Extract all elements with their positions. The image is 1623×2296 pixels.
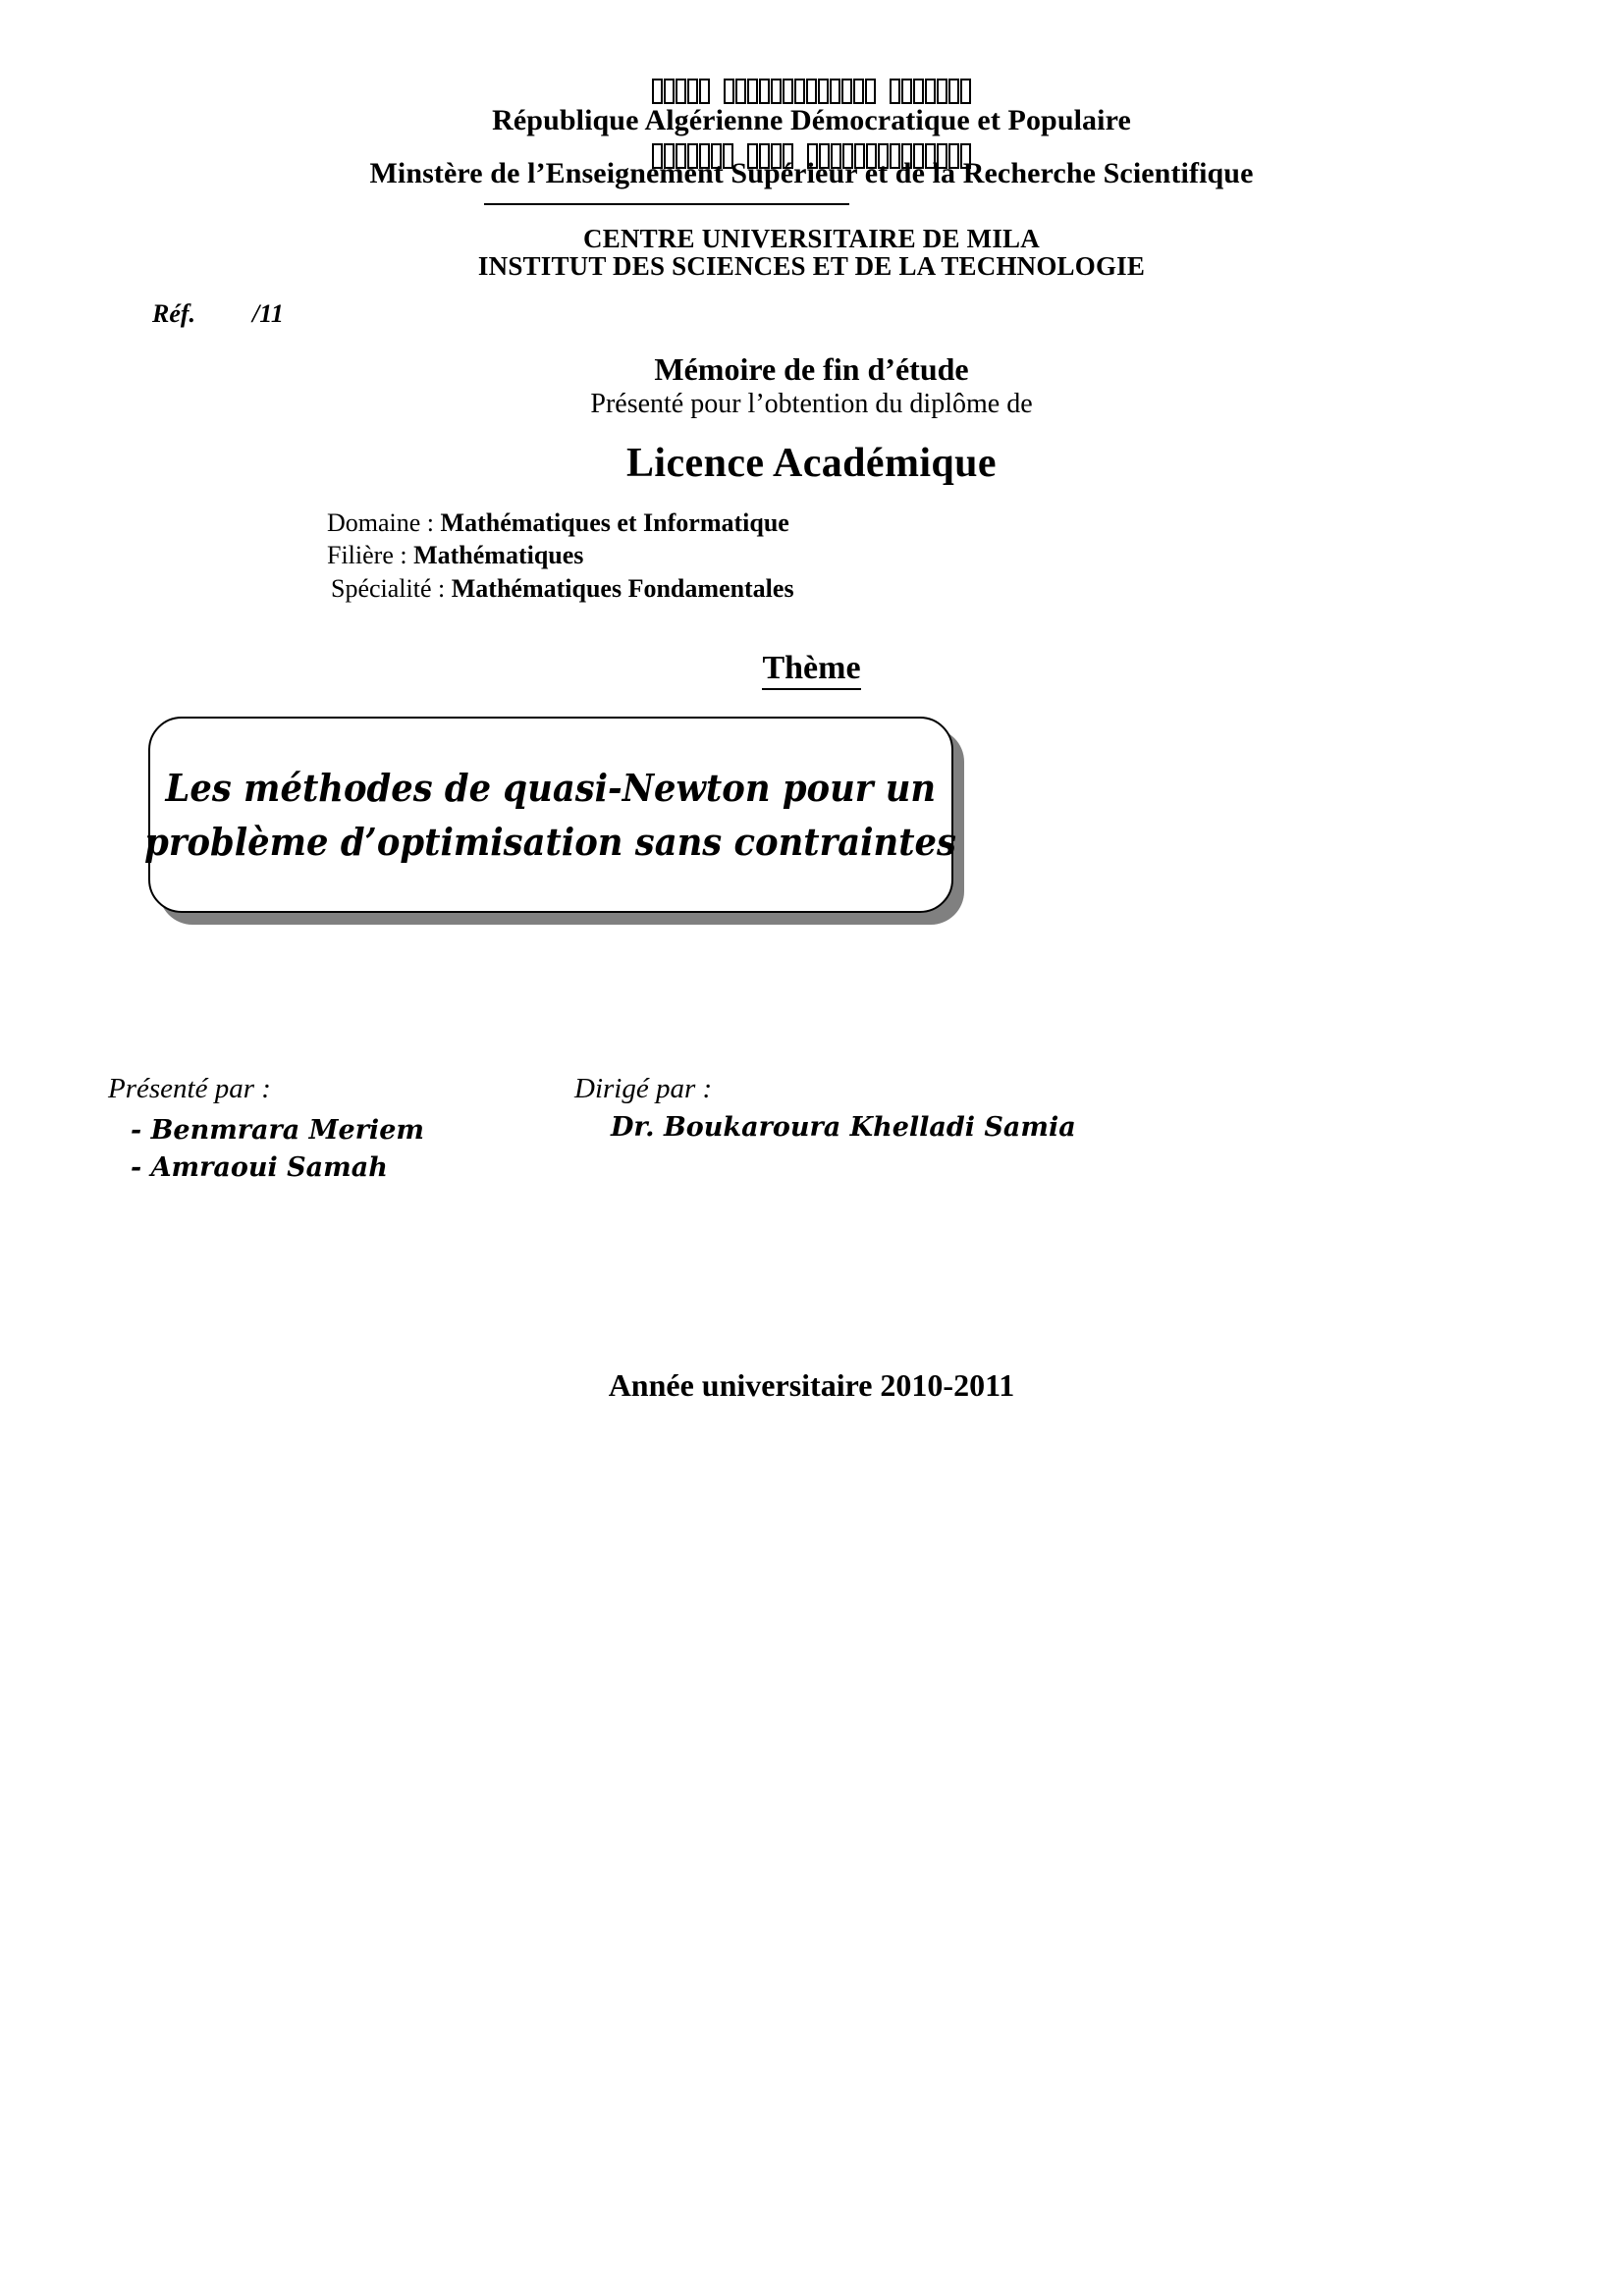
thesis-title-box	[144, 717, 957, 913]
institute-line: INSTITUT DES SCIENCES ET DE LA TECHNOLOGIE	[477, 251, 1146, 281]
domain-value: Mathématiques et Informatique	[440, 508, 789, 537]
university-center-line: CENTRE UNIVERSITAIRE DE MILA	[583, 224, 1040, 253]
detail-row-domain	[327, 507, 794, 539]
reference-number: /11	[252, 299, 284, 328]
field-label: Filière :	[327, 541, 407, 570]
memoire-subtitle: Présenté pour l’obtention du diplôme de	[590, 389, 1033, 419]
directed-by-label: Dirigé par :	[574, 1073, 713, 1104]
presenter-name: - Benmrara Meriem	[131, 1115, 424, 1146]
thesis-title-line-2: problème d’optimisation sans contraintes	[144, 820, 957, 864]
thesis-title-box-wrapper	[144, 717, 957, 913]
theme-heading	[0, 650, 1623, 687]
supervisor-name: Dr. Boukaroura Khelladi Samia	[611, 1112, 1076, 1143]
speciality-value: Mathématiques Fondamentales	[451, 573, 794, 603]
reference-row	[152, 299, 284, 329]
republic-line: République Algérienne Démocratique et Populaire	[492, 104, 1131, 136]
detail-row-field	[327, 539, 794, 571]
speciality-label: Spécialité :	[331, 573, 446, 603]
header-divider	[484, 203, 849, 205]
theme-heading-text: Thème	[762, 650, 860, 690]
field-value: Mathématiques	[413, 541, 584, 570]
academic-year: Année universitaire 2010-2011	[608, 1367, 1015, 1403]
reference-label: Réf.	[152, 299, 196, 328]
presented-by-label: Présenté par :	[108, 1073, 271, 1104]
program-details	[327, 507, 794, 605]
arabic-header-line-1	[0, 79, 1623, 104]
ministry-line: Minstère de l’Enseignement Supérieur et de la Recherche Scientifique	[369, 157, 1254, 189]
presenter-name: - Amraoui Samah	[131, 1152, 388, 1184]
domain-label: Domaine :	[327, 508, 435, 537]
degree-name: Licence Académique	[626, 441, 997, 486]
thesis-title-line-1: Les méthodes de quasi-Newton pour un	[165, 765, 937, 810]
presenters-list	[131, 1112, 424, 1188]
detail-row-speciality	[327, 572, 794, 605]
memoire-title: Mémoire de fin d’étude	[654, 351, 969, 387]
